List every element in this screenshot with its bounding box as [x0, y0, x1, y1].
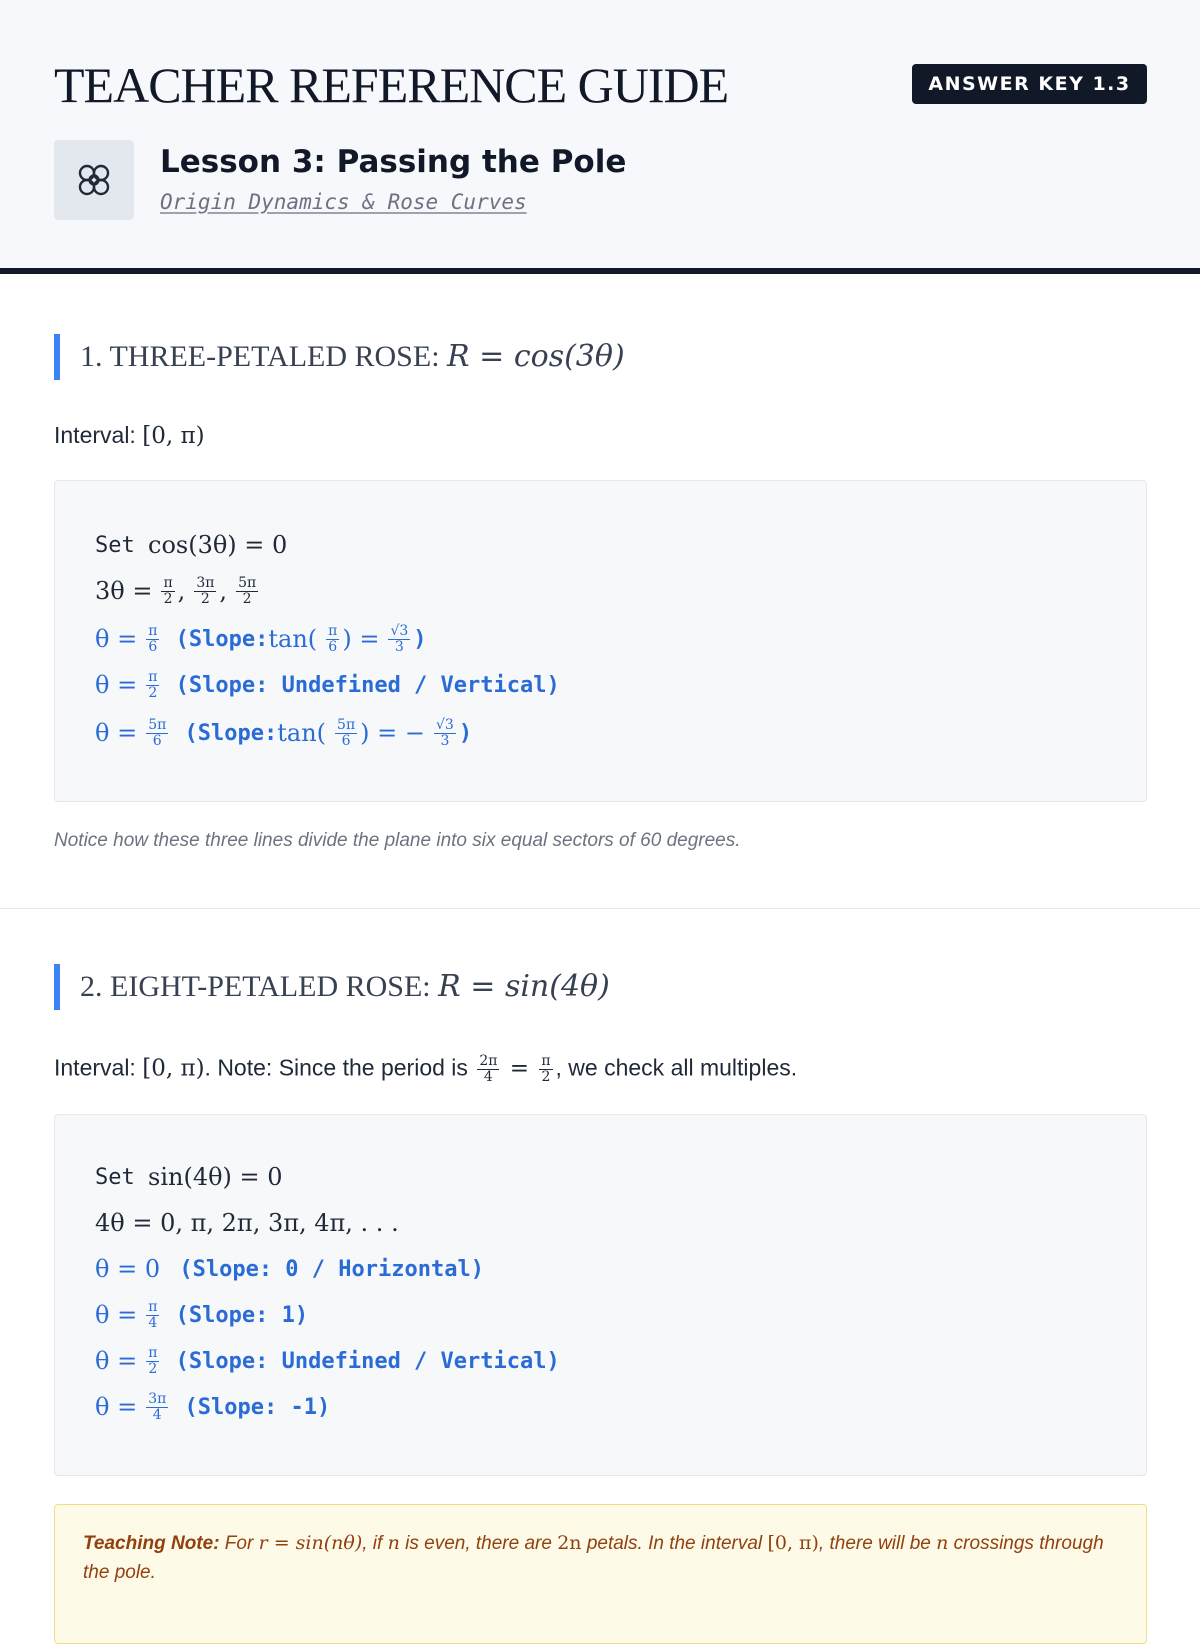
numerator: 2π	[479, 1053, 498, 1069]
tan-open: tan(	[268, 625, 318, 653]
section-1-work-box	[54, 480, 1147, 802]
section-2-title	[54, 964, 610, 1010]
fraction	[335, 718, 357, 749]
note-text: is even, there are	[399, 1533, 558, 1554]
slope-text: (Slope: 1)	[175, 1302, 309, 1328]
fraction	[434, 718, 456, 749]
section-1-note: Notice how these three lines divide the plane into six equal sectors of 60 degrees.	[54, 830, 741, 851]
fraction	[146, 624, 159, 655]
section-title-text: 2. EIGHT-PETALED ROSE:	[80, 970, 439, 1003]
denominator: 2	[242, 590, 252, 607]
answer-lhs: θ =	[95, 1393, 138, 1421]
note-equation: [0, π)	[767, 1532, 819, 1554]
note-equation: r = sin(nθ)	[258, 1532, 363, 1554]
close-paren: )	[458, 720, 473, 746]
numerator: 3π	[148, 1390, 167, 1407]
numerator: π	[148, 1298, 158, 1315]
section-1-interval	[54, 422, 205, 449]
denominator: 4	[148, 1314, 158, 1331]
numerator: π	[148, 668, 158, 685]
set-equation: sin(4θ) = 0	[148, 1163, 283, 1191]
answer-line	[95, 713, 472, 753]
answer-lhs: θ =	[95, 1347, 138, 1375]
numerator: 5π	[337, 716, 356, 733]
section-divider	[0, 908, 1200, 909]
note-text: , if	[362, 1533, 388, 1554]
fraction	[388, 624, 410, 655]
answer-line	[95, 1249, 484, 1289]
lesson-subtitle: Origin Dynamics & Rose Curves	[160, 190, 527, 214]
guide-title: TEACHER REFERENCE GUIDE	[54, 57, 729, 113]
interval-label: Interval:	[54, 422, 143, 448]
solve-lhs: 3θ =	[95, 577, 153, 605]
fraction	[146, 1392, 168, 1423]
work-line	[95, 1203, 405, 1243]
interval-value: [0, π)	[142, 423, 205, 449]
section-2-interval	[54, 1054, 797, 1085]
solve-equation: 4θ = 0, π, 2π, 3π, 4π, . . .	[95, 1209, 399, 1237]
numerator: √3	[390, 622, 409, 639]
section-title-equation: R = cos(3θ)	[447, 339, 625, 374]
slope-text: (Slope: -1)	[184, 1394, 331, 1420]
numerator: 5π	[238, 574, 257, 591]
denominator: 6	[328, 638, 338, 655]
section-2-work-box	[54, 1114, 1147, 1476]
note-text: petals. In the interval	[581, 1533, 768, 1554]
answer-line	[95, 619, 427, 659]
tan-equals: ) =	[342, 625, 380, 653]
note-equation: 2n	[557, 1532, 582, 1554]
note-equation: n	[936, 1532, 949, 1554]
set-word: Set	[95, 532, 135, 558]
note-text: , there will be	[818, 1533, 937, 1554]
work-line	[95, 525, 293, 565]
numerator: π	[148, 622, 158, 639]
fraction	[146, 670, 159, 701]
numerator: π	[163, 574, 173, 591]
fraction	[326, 624, 339, 655]
answer-key-badge: ANSWER KEY 1.3	[912, 64, 1147, 104]
flower-icon	[54, 140, 134, 220]
fraction	[161, 576, 174, 607]
numerator: 3π	[196, 574, 215, 591]
slope-text: (Slope: 0 / Horizontal)	[179, 1256, 484, 1282]
answer-lhs: θ = 0	[95, 1255, 161, 1283]
tan-open: tan(	[277, 719, 327, 747]
interval-label: Interval:	[54, 1054, 143, 1081]
interval-value: [0, π)	[142, 1055, 205, 1082]
page-header	[0, 0, 1200, 274]
tan-equals: ) = −	[360, 719, 425, 747]
work-line: 3θ = $\frac{\pi}{2}$ , $\frac{3\pi}{2}$ , $\frac{5\pi}{2}$	[95, 574, 257, 607]
interval-note: , we check all multiples.	[555, 1054, 798, 1081]
answer-line	[95, 1387, 330, 1427]
slope-label: (Slope:	[175, 626, 269, 652]
note-equation: n	[387, 1532, 400, 1554]
denominator: 3	[394, 638, 404, 655]
denominator: 2	[163, 590, 173, 607]
teaching-note-label: Teaching Note:	[83, 1533, 220, 1554]
period-equals: =	[502, 1055, 537, 1082]
fraction	[539, 1054, 552, 1085]
interval-note: . Note: Since the period is	[204, 1054, 475, 1081]
denominator: 6	[148, 638, 158, 655]
section-title-equation: R = sin(4θ)	[438, 969, 610, 1004]
slope-text: (Slope: Undefined / Vertical)	[175, 672, 560, 698]
answer-lhs: θ =	[95, 671, 138, 699]
denominator: 2	[148, 684, 158, 701]
denominator: 4	[483, 1069, 493, 1085]
slope-label: (Slope:	[184, 720, 278, 746]
slope-text: (Slope: Undefined / Vertical)	[175, 1348, 560, 1374]
answer-lhs: θ =	[95, 1301, 138, 1329]
denominator: 3	[440, 732, 450, 749]
fraction	[146, 718, 168, 749]
note-text: crossings through the pole.	[83, 1533, 1104, 1583]
work-line	[95, 1157, 289, 1197]
fraction	[146, 1300, 159, 1331]
section-title-text: 1. THREE-PETALED ROSE:	[80, 340, 448, 373]
numerator: π	[541, 1053, 551, 1069]
denominator: 2	[541, 1069, 551, 1085]
set-equation: cos(3θ) = 0	[148, 531, 288, 559]
answer-line	[95, 1341, 560, 1381]
teaching-note-box	[54, 1504, 1147, 1644]
set-word: Set	[95, 1164, 135, 1190]
close-paren: )	[413, 626, 427, 652]
numerator: √3	[436, 716, 454, 733]
section-1-title	[54, 334, 625, 380]
denominator: 2	[148, 1360, 158, 1377]
note-text: For	[219, 1533, 259, 1554]
denominator: 2	[200, 590, 210, 607]
lesson-title: Lesson 3: Passing the Pole	[160, 144, 627, 180]
fraction	[146, 1346, 159, 1377]
denominator: 6	[152, 732, 162, 749]
fraction	[194, 576, 216, 607]
answer-lhs: θ =	[95, 625, 138, 653]
numerator: π	[328, 622, 338, 639]
numerator: π	[148, 1344, 158, 1361]
answer-lhs: θ =	[95, 719, 138, 747]
answer-line	[95, 665, 560, 705]
numerator: 5π	[148, 716, 167, 733]
denominator: 6	[341, 732, 351, 749]
answer-line	[95, 1295, 308, 1335]
fraction	[236, 576, 258, 607]
fraction	[477, 1054, 499, 1085]
denominator: 4	[152, 1406, 162, 1423]
